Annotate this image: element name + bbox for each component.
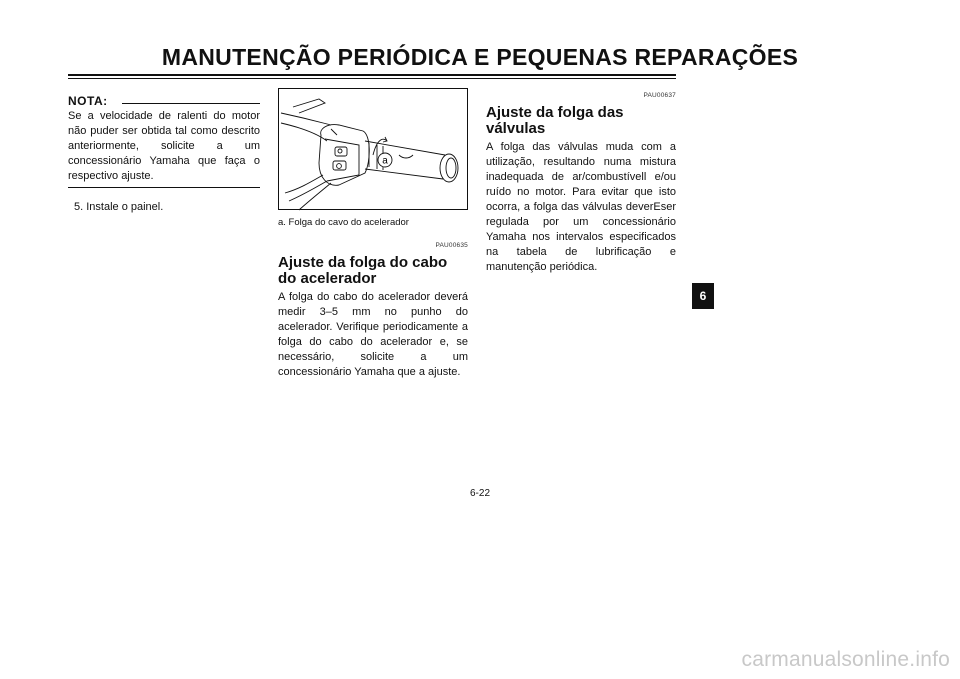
section-body-throttle: A folga do cabo do acelerador deverá medir 3–5 mm no punho do acelerador. Verifique periodicamente a folga do cabo do acelerador e, se necessário, solicite a um concessionário Yamaha que a ajuste.	[278, 291, 468, 378]
section-code: PAU00635	[435, 242, 468, 249]
step-install-panel: 5. Instale o painel.	[74, 201, 164, 213]
section-heading-throttle: Ajuste da folga do cabo do acelerador	[278, 254, 448, 287]
nota-end-rule	[68, 187, 260, 188]
title-rule	[68, 74, 676, 76]
page-title: MANUTENÇÃO PERIÓDICA E PEQUENAS REPARAÇÕES	[161, 44, 799, 70]
figure-caption: a. Folga do cavo do acelerador	[278, 217, 409, 228]
handlebar-illustration	[279, 89, 469, 211]
section-code: PAU00637	[643, 92, 676, 99]
watermark-text: carmanualsonline.info	[741, 648, 950, 671]
figure-callout-label: a	[382, 155, 388, 167]
nota-header	[68, 94, 260, 109]
section-heading-valves: Ajuste da folga das válvulas	[486, 104, 624, 137]
nota-rule	[122, 103, 260, 104]
throttle-figure	[278, 88, 468, 210]
nota-label: NOTA:	[68, 94, 108, 108]
section-body-valves: A folga das válvulas muda com a utilização, resultando numa mistura inadequada de ar/combustívell e/ou ruído no motor. Para evitar que isto ocorra, a folga das válvulas deverEser regulada por um concessionário Yamaha nos intervalos especificados na tabela de lubrificação e manutenção periódica.	[486, 141, 676, 273]
middle-column	[278, 88, 468, 380]
left-column	[68, 90, 260, 215]
chapter-tab: 6	[692, 283, 714, 309]
right-column	[486, 88, 676, 275]
title-rule-thin	[68, 78, 676, 79]
page-number: 6-22	[469, 488, 490, 499]
nota-text: Se a velocidade de ralenti do motor não puder ser obtida tal como descrito anteriormente, solicite a um concessionário Yamaha que faça o respectivo ajuste.	[68, 110, 260, 182]
